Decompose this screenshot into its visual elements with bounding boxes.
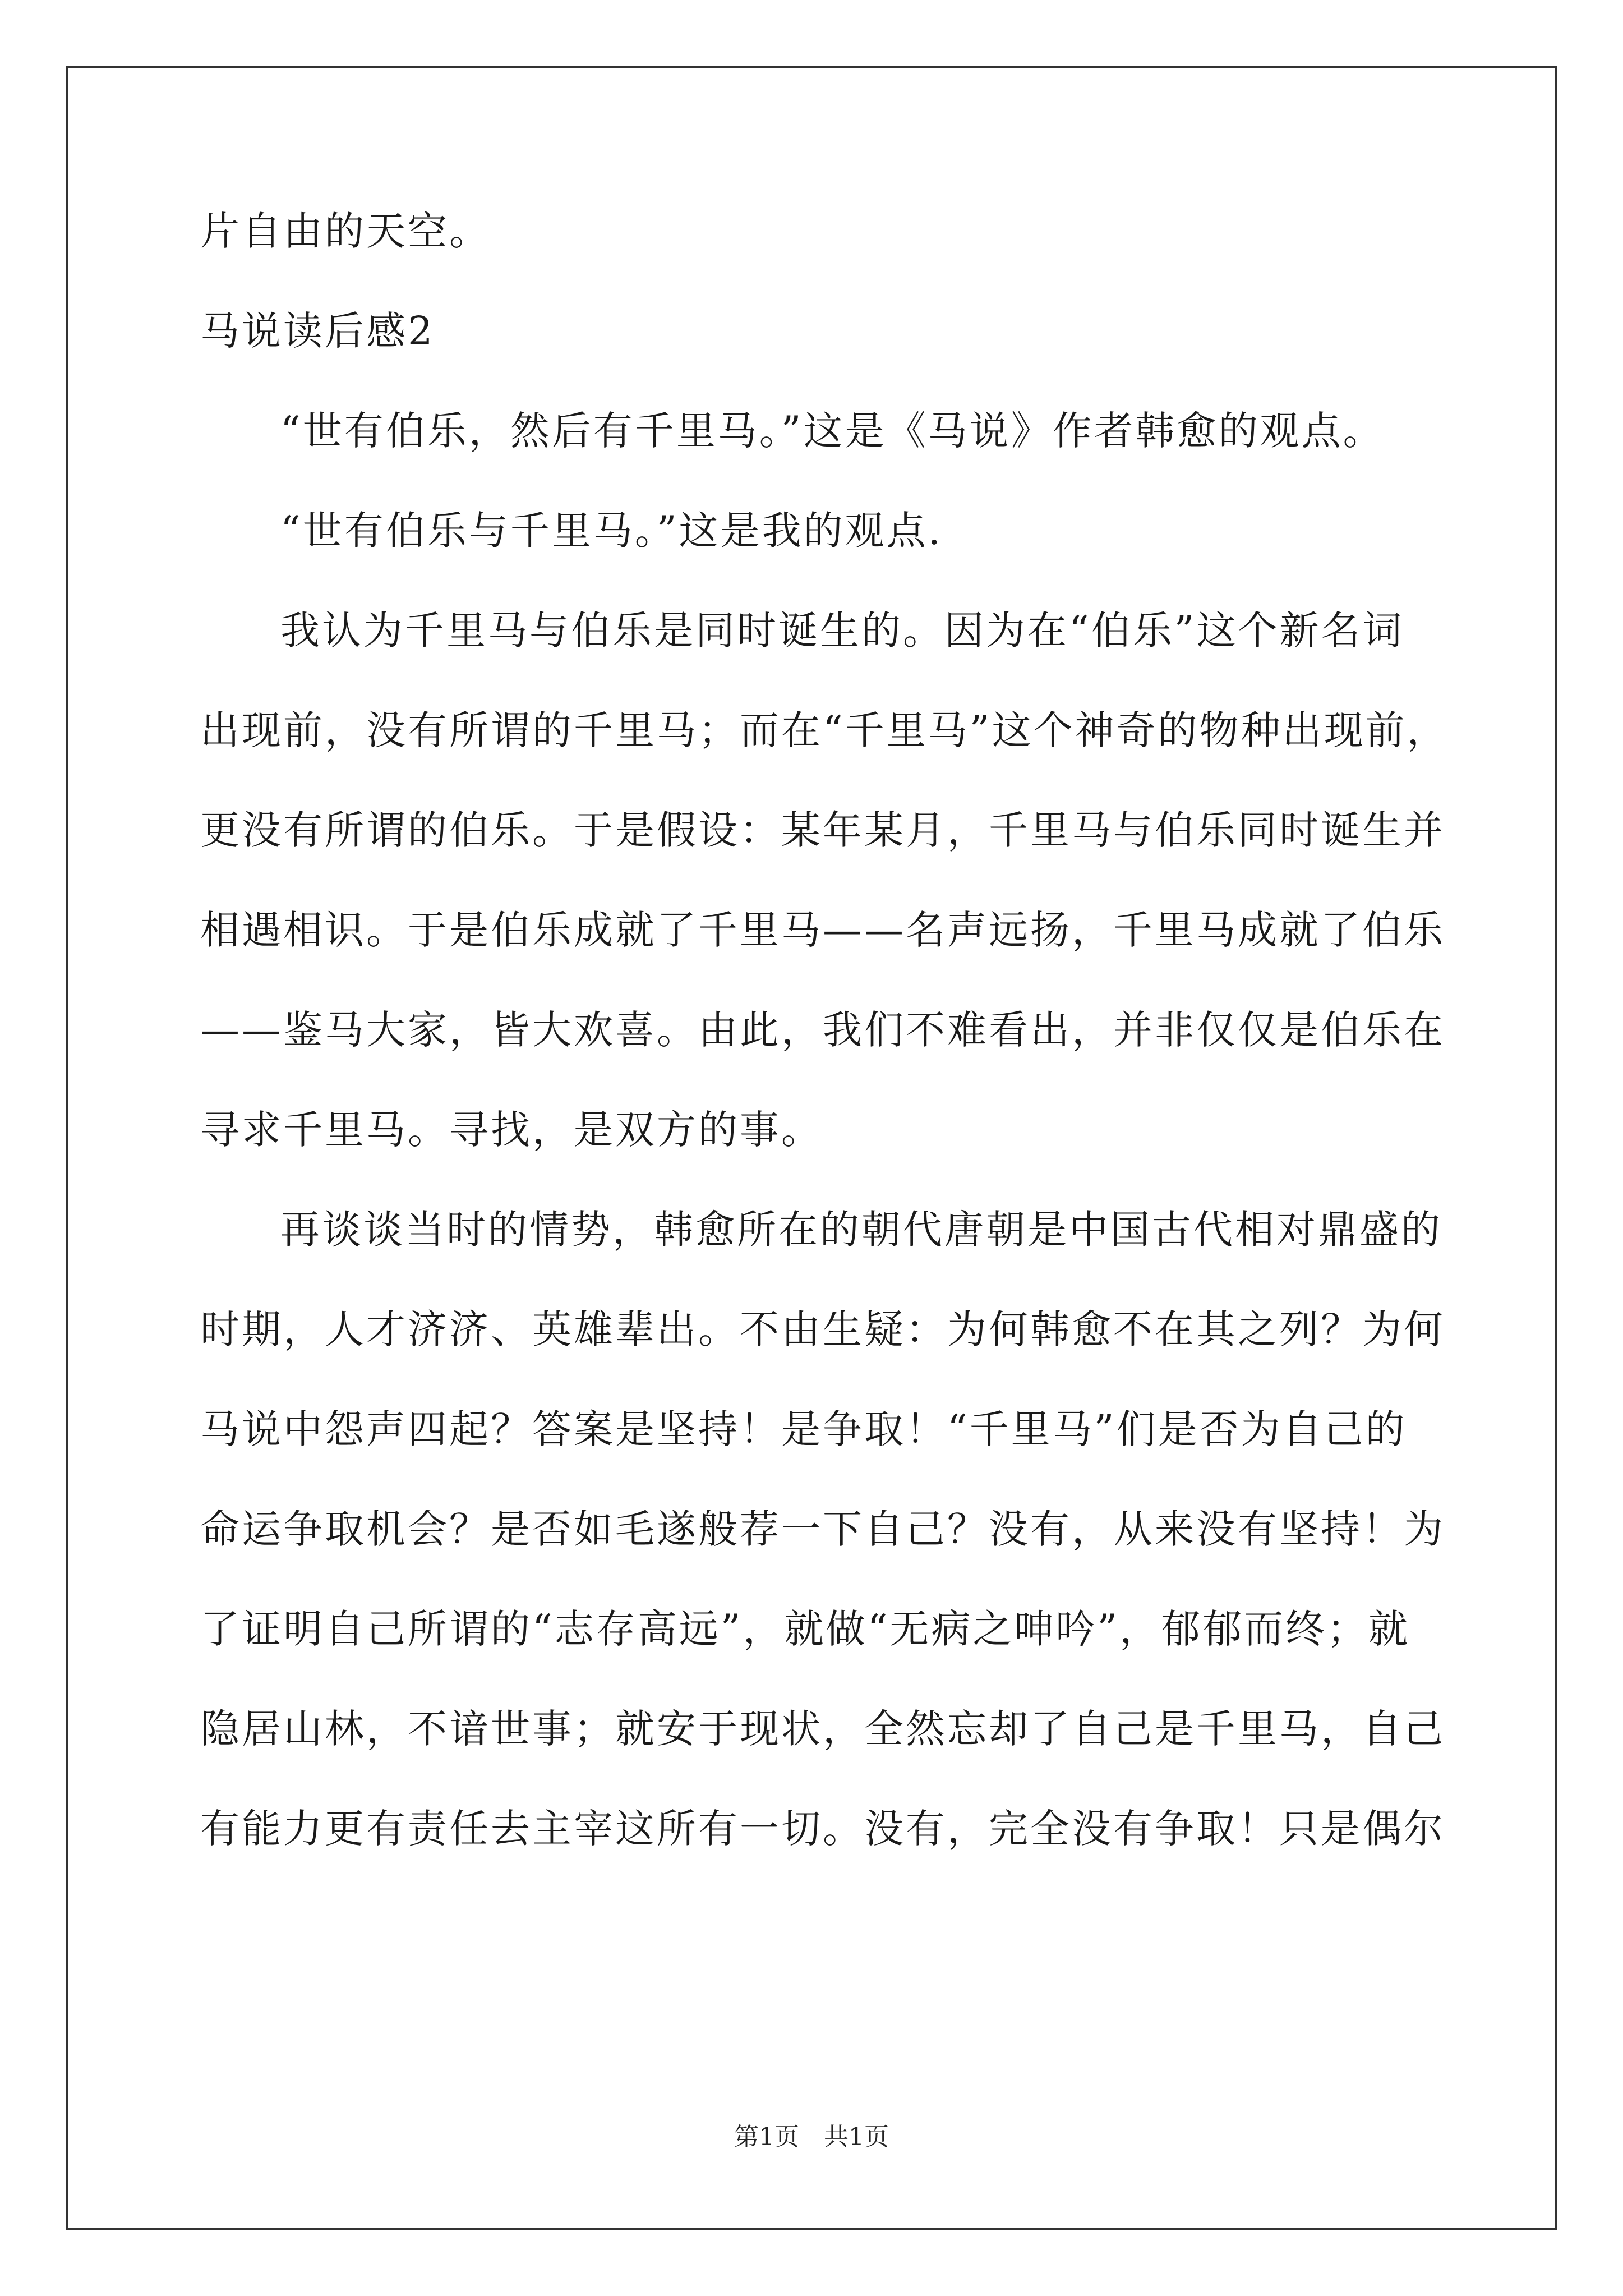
text-line: 我认为千里马与伯乐是同时诞生的。因为在“伯乐”这个新名词	[280, 608, 1404, 654]
text-line: “世有伯乐与千里马。”这是我的观点.	[280, 508, 943, 554]
text-line: 时期，人才济济、英雄辈出。不由生疑：为何韩愈不在其之列？为何	[200, 1306, 1445, 1352]
text-line: 出现前，没有所谓的千里马；而在“千里马”这个神奇的物种出现前，	[200, 707, 1449, 753]
text-line: 更没有所谓的伯乐。于是假设：某年某月，千里马与伯乐同时诞生并	[200, 807, 1445, 853]
text-line: “世有伯乐，然后有千里马。”这是《马说》作者韩愈的观点。	[280, 408, 1385, 454]
text-line: 命运争取机会？是否如毛遂般荐一下自己？没有，从来没有坚持！为	[200, 1506, 1445, 1552]
text-line: 片自由的天空。	[200, 208, 491, 254]
text-line: 相遇相识。于是伯乐成就了千里马——名声远扬，千里马成就了伯乐	[200, 907, 1445, 953]
text-line: 了证明自己所谓的“志存高远”，就做“无病之呻吟”，郁郁而终；就	[200, 1606, 1410, 1652]
text-line: 马说中怨声四起？答案是坚持！是争取！“千里马”们是否为自己的	[200, 1406, 1407, 1452]
text-line: 隐居山林，不谙世事；就安于现状，全然忘却了自己是千里马，自己	[200, 1706, 1445, 1752]
text-line: 再谈谈当时的情势，韩愈所在的朝代唐朝是中国古代相对鼎盛的	[280, 1207, 1442, 1253]
page-number: 第1页 共1页	[734, 2123, 889, 2151]
section-title: 马说读后感2	[200, 308, 435, 354]
text-line: 寻求千里马。寻找，是双方的事。	[200, 1107, 823, 1153]
text-line: ——鉴马大家，皆大欢喜。由此，我们不难看出，并非仅仅是伯乐在	[200, 1007, 1445, 1053]
text-line: 有能力更有责任去主宰这所有一切。没有，完全没有争取！只是偶尔	[200, 1806, 1445, 1852]
